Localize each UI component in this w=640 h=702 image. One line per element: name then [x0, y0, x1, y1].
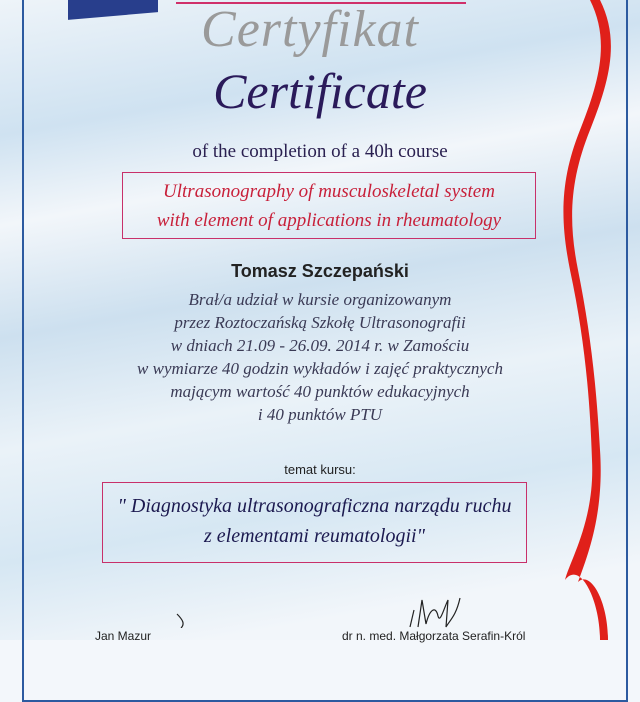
body-line: i 40 punktów PTU	[257, 405, 383, 424]
topic-line-2: z elementami reumatologii"	[204, 525, 425, 547]
course-subtitle: of the completion of a 40h course	[192, 141, 448, 162]
certificate-title: Certificate	[213, 63, 427, 119]
signatory-left: Jan Mazur	[95, 629, 152, 643]
body-line: Brał/a udział w kursie organizowanym	[188, 290, 452, 309]
topic-box	[102, 482, 527, 563]
body-line: w dniach 21.09 - 26.09. 2014 r. w Zamościu	[170, 336, 470, 355]
certificate-body	[0, 288, 640, 426]
course-name-line-1: Ultrasonography of musculoskeletal system	[163, 181, 495, 202]
signature	[400, 594, 470, 628]
course-name-box	[122, 172, 536, 239]
topic-line-1: " Diagnostyka ultrasonograficzna narządu ruchu	[117, 495, 512, 517]
topic-label: temat kursu:	[284, 462, 356, 477]
signatory-right: dr n. med. Małgorzata Serafin-Król	[342, 629, 526, 643]
signature-stroke	[175, 612, 195, 628]
body-line: mającym wartość 40 punktów edukacyjnych	[170, 382, 470, 401]
course-name-line-2: with element of applications in rheumatology	[156, 210, 502, 231]
body-line: przez Roztoczańską Szkołę Ultrasonografii	[174, 313, 466, 332]
recipient-name: Tomasz Szczepański	[231, 261, 409, 281]
ghost-title: Certyfikat	[201, 1, 419, 58]
body-line: w wymiarze 40 godzin wykładów i zajęć praktycznych	[137, 359, 503, 378]
